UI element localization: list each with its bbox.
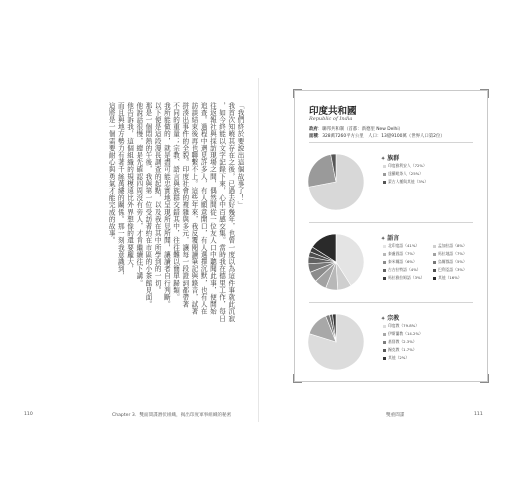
right-page-number: 111 [474,412,483,417]
body-text [24,102,244,382]
text-column: 我首次知曉其存在之後，已過去好幾年，也曾一度以為這件事就此沉寂 [226,102,235,323]
left-page-number: 110 [24,412,33,417]
legend-item [433,267,467,273]
legend-item [383,339,417,345]
legend-item [383,267,421,273]
legend-label: 錫克教（1.7%） [388,347,417,352]
legend-swatch [383,349,386,352]
language-heading [381,233,399,242]
text-column: 訪談結束後再也聯繫不上。這些年來，我反覆閱讀筆記與錄音，試著 [189,102,198,315]
religion-section [303,309,483,375]
country-title: 印度共和國 [309,106,357,117]
area-label: 面積 [309,134,318,139]
text-column: 這將是一個需要耐心與勇氣才能完成的故事。 [107,102,116,244]
bullet-icon: ✦ [381,156,386,162]
legend-swatch [383,245,386,248]
legend-swatch [383,253,386,256]
legend-label: 蒙古人種與其他（3%） [388,179,429,184]
legend-swatch [433,261,436,264]
legend-label: 泰米爾語（6%） [388,259,417,264]
religion-heading-label: 宗教 [387,315,400,322]
government-info [309,126,403,132]
legend-swatch [383,165,386,168]
text-column: 往返報社與採訪現場之間，偶然間從一位友人口中聽聞此事，便開始 [208,102,217,315]
right-page [262,80,498,420]
legend-swatch [383,357,386,360]
government-label: 政府 [309,127,318,132]
text-column: 他說話很慢，總是先確認四周沒有旁人，才肯繼續往下講。 [134,102,143,287]
book-gutter [258,78,259,422]
ethnic-heading-label: 族群 [387,155,400,162]
legend-item [383,323,419,329]
legend-item [383,259,417,265]
ethnic-pie-chart [303,149,373,215]
legend-label: 馬拉雅拉姆語（3%） [388,275,425,280]
legend-label: 其他（2%） [388,355,410,360]
legend-label: 達羅毗荼人（25%） [388,171,424,176]
legend-swatch [383,261,386,264]
legend-label: 馬拉地語（7%） [438,251,467,256]
legend-label: 孟加拉語（8%） [438,243,467,248]
language-section [303,229,483,295]
text-column: 他告訴我，這個組織的規模遠比外界想像的還要龐大， [125,102,134,273]
legend-item [383,251,417,257]
ethnic-section [303,149,483,215]
text-column: 我所能做的，就是盡可能忠實地呈現所見所聞，讓讀者自行判斷。 [162,102,171,308]
bullet-icon: ✦ [381,316,386,322]
legend-item [383,163,427,169]
legend-item [383,179,428,185]
legend-item [433,259,467,265]
religion-pie-chart [303,309,373,375]
legend-swatch [433,245,436,248]
legend-item [433,243,467,249]
panel-divider [309,142,473,143]
left-page [14,80,250,420]
legend-swatch [383,325,386,328]
legend-swatch [383,277,386,280]
legend-item [383,171,423,177]
area-population-info [309,133,445,139]
corner-ornament [293,89,302,98]
language-pie-chart [303,229,373,295]
corner-ornament [293,374,302,383]
ethnic-heading [381,153,399,162]
legend-swatch [433,269,436,272]
book-title-running-head: 雙重間諜 [386,413,405,418]
legend-swatch [383,269,386,272]
text-column: 追查。過程中遇見許多人，有人願意開口，有人選擇沉默，也有人在 [199,102,208,315]
legend-item [433,275,462,281]
religion-heading [381,313,399,322]
legend-label: 北印度語（41%） [388,243,420,248]
panel-divider [309,302,473,303]
legend-label: 泰盧固語（7%） [388,251,417,256]
legend-swatch [383,333,386,336]
legend-item [383,347,417,353]
legend-swatch [433,253,436,256]
legend-label: 其他（16%） [438,275,462,280]
text-column: 拼湊出事件的全貌。印度社會的複雜與多元，讓每一段證詞都帶著 [180,102,189,308]
language-heading-label: 語言 [387,235,400,242]
chapter-running-head: Chapter 3．雙面間諜潛伏組織，揭出印度軍事組織的秘密 [112,413,232,418]
legend-swatch [383,173,386,176]
legend-item [383,331,423,337]
legend-label: 伊斯蘭教（14.2%） [388,331,423,336]
corner-ornament [480,374,489,383]
government-value: ：聯邦共和制（首都：新德里 New Delhi） [317,127,403,132]
legend-label: 烏爾都語（5%） [438,259,467,264]
text-column: ，如今終能以文字記錄下來，心中百感交集。當時我在德里工作，每日 [217,102,226,323]
legend-item [383,243,419,249]
area-value: ：328萬7260平方公里 人口：13億9100萬（世界人口第2位） [317,134,445,139]
country-subtitle: Republic of India [309,116,353,122]
legend-swatch [433,277,436,280]
text-column: 那是一個悶熱的午後，我與第一位受訪者約在市區的小茶館見面。 [143,102,152,308]
text-column: 以下便是這段漫長調查的起點，以及我在其中所學到的一切。 [153,102,162,294]
legend-label: 古吉拉特語（4%） [388,267,421,272]
legend-item [383,275,424,281]
corner-ornament [480,89,489,98]
country-info-panel [294,90,488,382]
text-column: 不同的重量；宗教、語言與族群交錯其中，往往難以簡單歸類。 [171,102,180,301]
legend-swatch [383,181,386,184]
legend-swatch [383,341,386,344]
legend-label: 巴利亞語（3%） [438,267,467,272]
legend-label: 印度教（79.8%） [388,323,420,328]
legend-label: 印度雅利安人（72%） [388,163,427,168]
text-column: 而且與地方勢力有著千絲萬縷的關係。那一刻我意識到， [116,102,125,280]
legend-item [383,355,409,361]
legend-item [433,251,467,257]
bullet-icon: ✦ [381,236,386,242]
text-column: 「我們終於要說出這個故事了！」 [236,102,244,209]
panel-divider [309,222,473,223]
legend-label: 基督教（2.3%） [388,339,417,344]
